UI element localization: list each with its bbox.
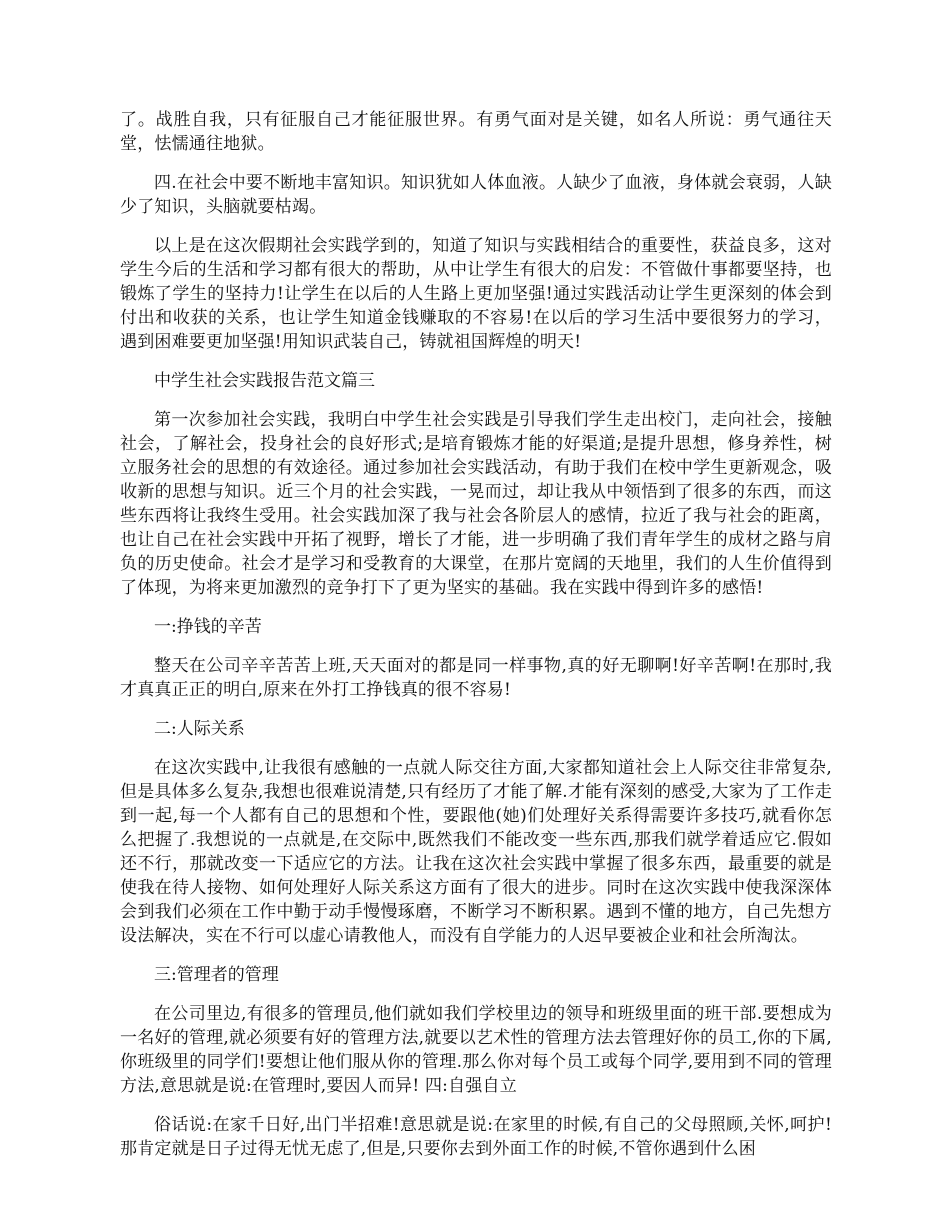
paragraph-management: 在公司里边,有很多的管理员,他们就如我们学校里边的领导和班级里面的班干部.要想成为一名好的管理,就必须要有好的管理方法,就要以艺术性的管理方法去管理好你的员工,你的下属,你班级里的同学们!要想让他们服从你的管理.那么你对每个员工或每个同学,要用到不同的管理方法,意思就是说:在管理时,要因人而异! 四:自强自立 xyxy=(120,1004,832,1096)
section-title-part-three: 中学生社会实践报告范文篇三 xyxy=(154,371,375,391)
subheading-relationships: 二:人际关系 xyxy=(154,719,245,739)
paragraph-knowledge: 四.在社会中要不断地丰富知识。知识犹如人体血液。人缺少了血液，身体就会衰弱，人缺少了知识，头脑就要枯竭。 xyxy=(120,173,832,217)
paragraph-earning-money: 整天在公司辛辛苦苦上班,天天面对的都是同一样事物,真的好无聊啊!好辛苦啊!在那时,我才真真正正的明白,原来在外打工挣钱真的很不容易! xyxy=(120,656,832,700)
document-page xyxy=(120,108,832,1176)
paragraph-relationships: 在这次实践中,让我很有感触的一点就人际交往方面,大家都知道社会上人际交往非常复杂,但是具体多么复杂,我想也很难说清楚,只有经历了才能了解.才能有深刻的感受,大家为了工作走到一起,每一个人都有自己的思想和个性，要跟他(她)们处理好关系得需要许多技巧,就看你怎么把握了.我想说的一点就是,在交际中,既然我们不能改变一些东西,那我们就学着适应它.假如还不行，那就改变一下适应它的方法。让我在这次社会实践中掌握了很多东西，最重要的就是使我在待人接物、如何处理好人际关系这方面有了很大的进步。同时在这次实践中使我深深体会到我们必须在工作中勤于动手慢慢琢磨，不断学习不断积累。遇到不懂的地方，自己先想方设法解决，实在不行可以虚心请教他人，而没有自学能力的人迟早要被企业和社会所淘汰。 xyxy=(120,758,832,946)
paragraph-continuation: 了。战胜自我，只有征服自己才能征服世界。有勇气面对是关键，如名人所说：勇气通往天堂，怯懦通往地狱。 xyxy=(120,110,832,154)
paragraph-intro-practice: 第一次参加社会实践，我明白中学生社会实践是引导我们学生走出校门，走向社会，接触社会，了解社会，投身社会的良好形式;是培育锻炼才能的好渠道;是提升思想，修身养性，树立服务社会的思想的有效途径。通过参加社会实践活动，有助于我们在校中学生更新观念，吸收新的思想与知识。近三个月的社会实践，一晃而过，却让我从中领悟到了很多的东西，而这些东西将让我终生受用。社会实践加深了我与社会各阶层人的感情，拉近了我与社会的距离，也让自己在社会实践中开拓了视野，增长了才能，进一步明确了我们青年学生的成材之路与肩负的历史使命。社会才是学习和受教育的大课堂，在那片宽阔的天地里，我们的人生价值得到了体现，为将来更加激烈的竞争打下了更为坚实的基础。我在实践中得到许多的感悟! xyxy=(120,410,832,598)
subheading-management: 三:管理者的管理 xyxy=(154,965,279,985)
subheading-earning-money: 一:挣钱的辛苦 xyxy=(154,617,262,637)
paragraph-summary: 以上是在这次假期社会实践学到的，知道了知识与实践相结合的重要性，获益良多，这对学生今后的生活和学习都有很大的帮助，从中让学生有很大的启发：不管做什事都要坚持，也锻炼了学生的坚持力!让学生在以后的人生路上更加坚强!通过实践活动让学生更深刻的体会到付出和收获的关系，也让学生知道金钱赚取的不容易!在以后的学习生活中要很努力的学习，遇到困难要更加坚强!用知识武装自己，铸就祖国辉煌的明天! xyxy=(120,236,832,352)
paragraph-self-reliance: 俗话说:在家千日好,出门半招难!意思就是说:在家里的时候,有自己的父母照顾,关怀,呵护!那肯定就是日子过得无忧无虑了,但是,只要你去到外面工作的时候,不管你遇到什么困 xyxy=(120,1115,832,1159)
